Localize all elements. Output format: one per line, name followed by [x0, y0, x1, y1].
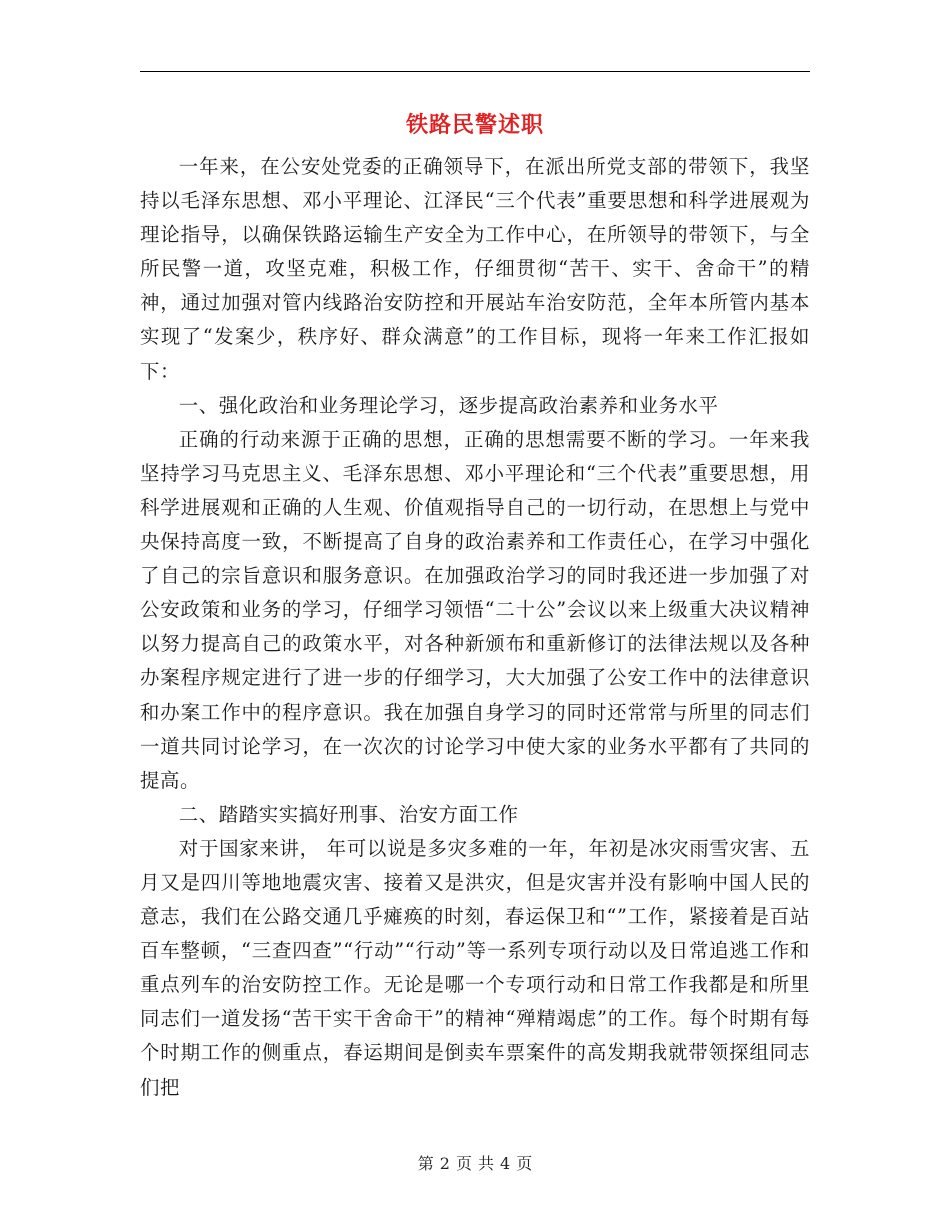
document-body: [140, 150, 810, 1105]
footer-total-prefix: 共: [478, 1154, 495, 1173]
document-title: 铁路民警述职: [405, 112, 544, 138]
footer-page-suffix: 页: [455, 1154, 472, 1173]
section-heading-2: 二、踏踏实实搞好刑事、治安方面工作: [178, 802, 519, 826]
page-footer: [0, 1152, 950, 1176]
intro-paragraph: 一年来，在公安处党委的正确领导下，在派出所党支部的带领下，我坚持以毛泽东思想、邓小平理论、江泽民“三个代表”重要思想和科学进展观为理论指导，以确保铁路运输生产安全为工作中心，在所领导的带领下，与全所民警一道，攻坚克难，积极工作，仔细贯彻“苦干、实干、舍命干”的精神，通过加强对管内线路治安防控和开展站车治安防范，全年本所管内基本实现了“发案少，秩序好、群众满意”的工作目标，现将一年来工作汇报如下：: [140, 155, 810, 383]
footer-total-pages: 4: [500, 1154, 511, 1173]
section-heading-1: 一、强化政治和业务理论学习，逐步提高政治素养和业务水平: [178, 393, 719, 417]
footer-total-suffix: 页: [516, 1154, 533, 1173]
body-paragraph: 正确的行动来源于正确的思想，正确的思想需要不断的学习。一年来我坚持学习马克思主义、毛泽东思想、邓小平理论和“三个代表”重要思想，用科学进展观和正确的人生观、价值观指导自己的一切行动，在思想上与党中央保持高度一致，不断提高了自身的政治素养和工作责任心，在学习中强化了自己的宗旨意识和服务意识。在加强政治学习的同时我还进一步加强了对公安政策和业务的学习，仔细学习领悟“二十公”会议以来上级重大决议精神以努力提高自己的政策水平，对各种新颁布和重新修订的法律法规以及各种办案程序规定进行了进一步的仔细学习，大大加强了公安工作中的法律意识和办案工作中的程序意识。我在加强自身学习的同时还常常与所里的同志们一道共同讨论学习，在一次次的讨论学习中使大家的业务水平都有了共同的提高。: [140, 427, 810, 792]
footer-page-number: 2: [439, 1154, 450, 1173]
body-paragraph: 对于国家来讲， 年可以说是多灾多难的一年，年初是冰灾雨雪灾害、五月又是四川等地地震灾害、接着又是洪灾，但是灾害并没有影响中国人民的意志，我们在公路交通几乎瘫痪的时刻，春运保卫和“”工作，紧接着是百站百车整顿，“三查四查”“行动”“行动”等一系列专项行动以及日常追逃工作和重点列车的治安防控工作。无论是哪一个专项行动和日常工作我都是和所里同志们一道发扬“苦干实干舍命干”的精神“殚精竭虑”的工作。每个时期有每个时期工作的侧重点，春运期间是倒卖车票案件的高发期我就带领探组同志们把: [140, 836, 810, 1099]
header-rule: [140, 71, 810, 72]
footer-prefix: 第: [417, 1154, 434, 1173]
